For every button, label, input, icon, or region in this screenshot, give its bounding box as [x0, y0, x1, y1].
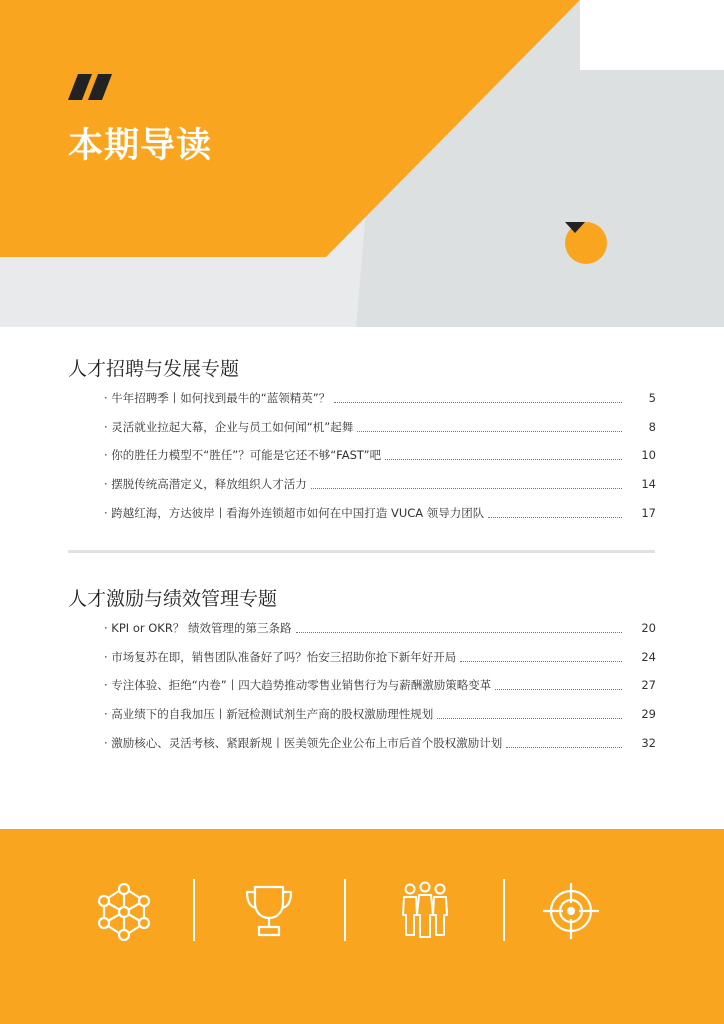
leader-dots	[437, 717, 622, 719]
toc-item[interactable]	[104, 671, 656, 700]
leader-dots	[296, 631, 623, 633]
footer-divider	[344, 879, 346, 941]
toc-item-title: · 牛年招聘季丨如何找到最牛的“蓝领精英”？	[104, 391, 331, 406]
header-banner	[0, 0, 724, 327]
page-title: 本期导读	[68, 126, 213, 166]
leader-dots	[495, 688, 622, 690]
leader-dots	[460, 660, 622, 662]
footer-divider	[193, 879, 195, 941]
toc-page-number: 14	[641, 477, 656, 492]
chevron-down-icon	[565, 222, 585, 234]
toc-item-title: · 摆脱传统高潜定义，释放组织人才活力	[104, 477, 307, 492]
network-icon	[94, 881, 154, 941]
toc-page-number: 24	[641, 649, 656, 664]
leader-dots	[506, 746, 622, 748]
section-incentive	[68, 586, 656, 757]
toc-item[interactable]	[104, 498, 656, 527]
toc-item[interactable]	[104, 700, 656, 729]
toc-list	[68, 384, 656, 527]
toc-item[interactable]	[104, 728, 656, 757]
toc-item-title: · 激励核心、灵活考核、紧跟新规丨医美领先企业公布上市后首个股权激励计划	[104, 735, 503, 750]
toc-page-number: 17	[641, 505, 656, 520]
toc-page-number: 8	[648, 419, 656, 434]
toc-item-title: · 你的胜任力模型不“胜任”？可能是它还不够“FAST”吧	[104, 448, 382, 463]
toc-page-number: 32	[641, 735, 656, 750]
toc-item[interactable]	[104, 413, 656, 442]
toc-item[interactable]	[104, 614, 656, 643]
toc-list	[68, 614, 656, 757]
toc-item-title: · KPI or OKR？ 绩效管理的第三条路	[104, 621, 292, 636]
toc-item[interactable]	[104, 643, 656, 672]
leader-dots	[488, 516, 622, 518]
toc-item[interactable]	[104, 441, 656, 470]
section-divider	[68, 550, 655, 553]
leader-dots	[385, 458, 622, 460]
toc-item-title: · 市场复苏在即，销售团队准备好了吗？怡安三招助你抢下新年好开局	[104, 649, 457, 664]
section-title: 人才激励与绩效管理专题	[68, 588, 278, 610]
toc-page-number: 29	[641, 707, 656, 722]
toc-page-number: 10	[641, 448, 656, 463]
toc-item[interactable]	[104, 470, 656, 499]
leader-dots	[311, 487, 622, 489]
toc-item-title: · 专注体验、拒绝“内卷”丨四大趋势推动零售业销售行为与薪酬激励策略变革	[104, 678, 492, 693]
trophy-icon	[239, 881, 299, 941]
toc-item[interactable]	[104, 384, 656, 413]
toc-page-number: 20	[641, 621, 656, 636]
toc-item-title: · 高业绩下的自我加压丨新冠检测试剂生产商的股权激励理性规划	[104, 707, 434, 722]
footer-divider	[503, 879, 505, 941]
toc-page-number: 5	[648, 391, 656, 406]
section-title: 人才招聘与发展专题	[68, 358, 240, 380]
team-icon	[395, 881, 455, 941]
leader-dots	[357, 430, 622, 432]
toc-item-title: · 灵活就业拉起大幕，企业与员工如何闻“机”起舞	[104, 419, 354, 434]
toc-item-title: · 跨越红海，方达彼岸丨看海外连锁超市如何在中国打造 VUCA 领导力团队	[104, 505, 485, 520]
scroll-down-button[interactable]	[565, 222, 607, 264]
leader-dots	[334, 401, 622, 403]
target-icon	[541, 881, 601, 941]
toc-page-number: 27	[641, 678, 656, 693]
section-recruitment	[68, 356, 656, 527]
footer-band	[0, 829, 724, 1024]
